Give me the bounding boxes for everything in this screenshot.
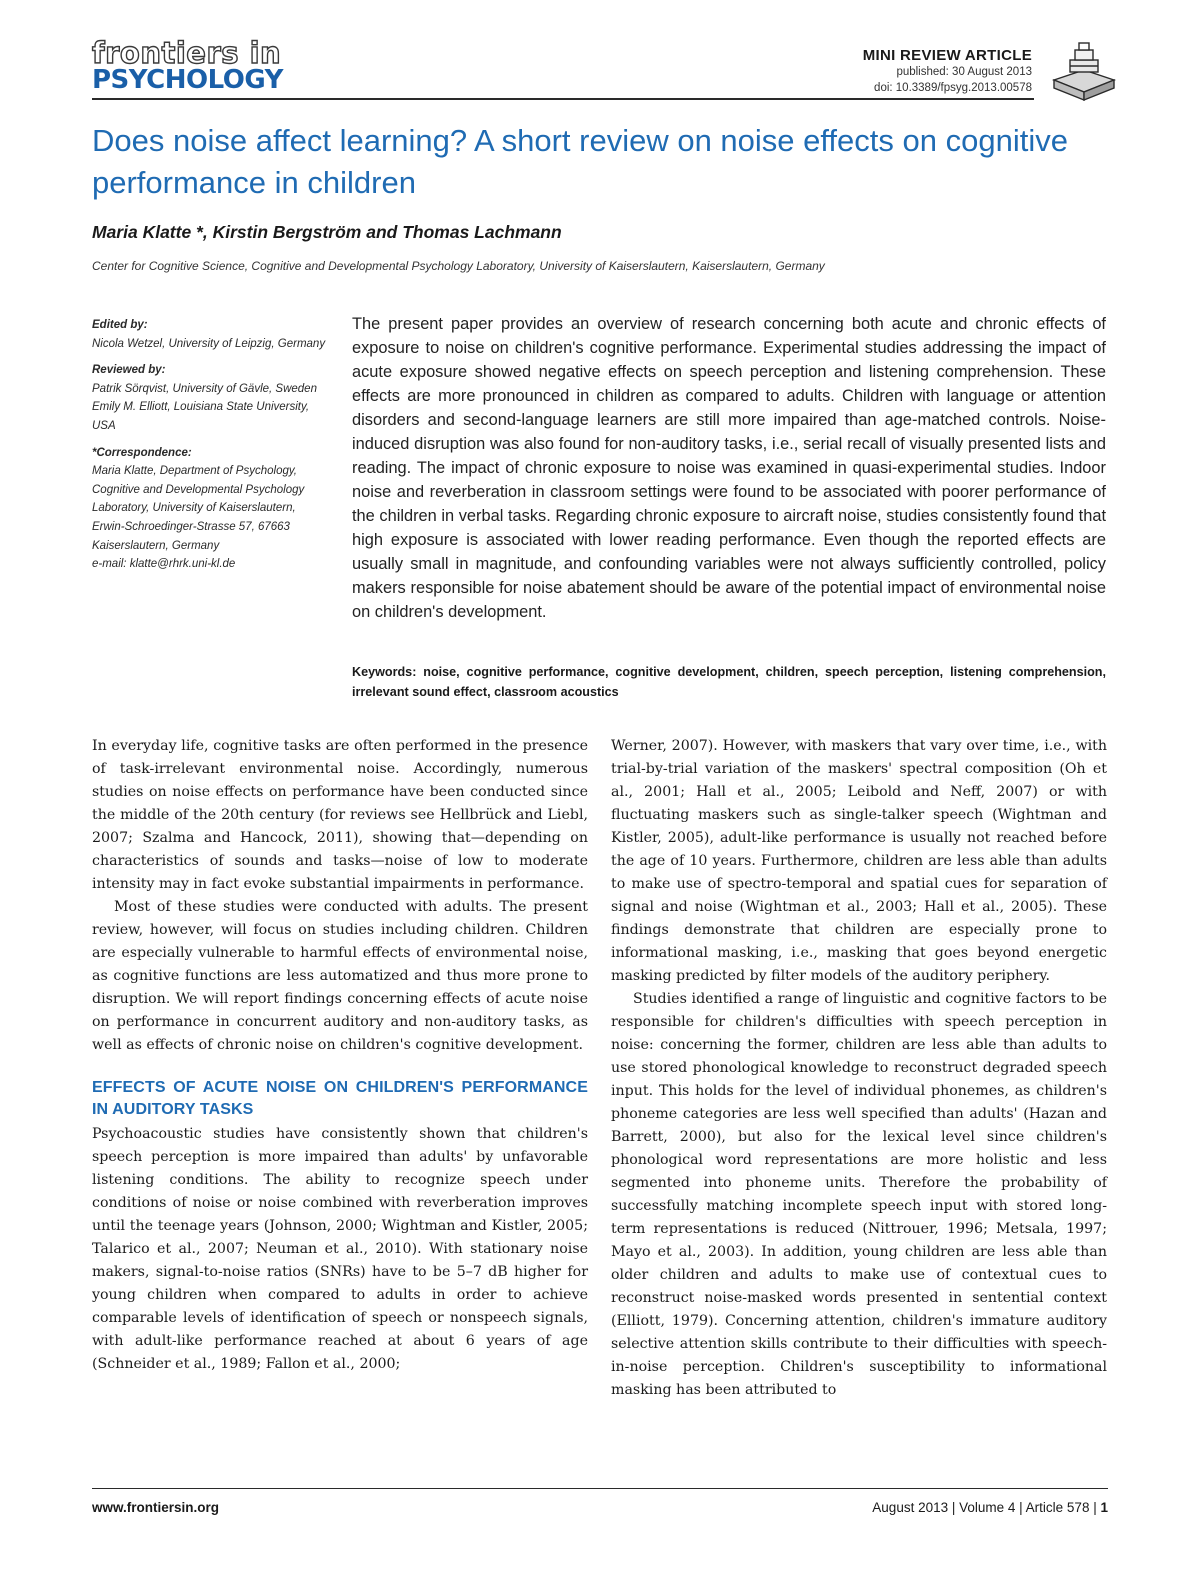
issue-info bbox=[872, 1500, 1108, 1515]
issue-citation: August 2013 | Volume 4 | Article 578 | bbox=[872, 1500, 1097, 1515]
article-type: MINI REVIEW ARTICLE bbox=[862, 47, 1032, 64]
edited-by-label: Edited by: bbox=[92, 319, 148, 331]
header-divider bbox=[92, 98, 1034, 100]
editorial-sidebar bbox=[92, 316, 327, 574]
page-number: 1 bbox=[1100, 1500, 1108, 1515]
body-paragraph: Studies identified a range of linguistic and cognitive factors to be responsible for children's difficulties with speech perception in noise: concerning the former, children are less able than adults to use stored phonological knowledge to reconstruct degraded speech input. This holds for the level of individual phonemes, as children's phoneme categories are less well specified than adults' (Hazan and Barrett, 2000), but also for the lexical level since children's phonological word representations are more holistic and less segmented into phoneme units. Therefore the probability of successfully matching incomplete speech input with stored long-term representations is reduced (Nittrouer, 1996; Metsala, 1997; Mayo et al., 2003). In addition, young children are less able than older children and adults to make use of contextual cues to reconstruct noise-masked words presented in sentential context (Elliott, 1979). Concerning attention, children's immature auditory selective attention skills contribute to their difficulties with speech-in-noise perception. Children's susceptibility to informational masking has been attributed to bbox=[611, 991, 1107, 1398]
reviewer: Emily M. Elliott, Louisiana State University, USA bbox=[92, 401, 310, 432]
section-heading: EFFECTS OF ACUTE NOISE ON CHILDREN'S PERFORMANCE IN AUDITORY TASKS bbox=[92, 1079, 588, 1118]
body-paragraph: Werner, 2007). However, with maskers that vary over time, i.e., with trial-by-trial variation of the maskers' spectral composition (Oh et al., 2001; Hall et al., 2005; Leibold and Neff, 2007) or with fluctuating maskers such as single-talker speech (Wightman and Kistler, 2005), adult-like performance is usually not reached before the age of 10 years. Furthermore, children are less able than adults to make use of spectro-temporal and spatial cues for separation of signal and noise (Wightman et al., 2003; Hall et al., 2005). These findings demonstrate that children are especially prone to informational masking, i.e., masking that goes beyond energetic masking predicted by filter models of the auditory periphery. bbox=[611, 738, 1107, 984]
journal-logo-line1: frontiers in bbox=[92, 36, 282, 70]
correspondence-address: Maria Klatte, Department of Psychology, Cognitive and Developmental Psychology Laboratory, University of Kaiserslautern, Erwin-Schroedinger-Strasse 57, 67663 Kaiserslautern, Germany bbox=[92, 465, 305, 552]
body-paragraph: In everyday life, cognitive tasks are often performed in the presence of task-irrelevant environmental noise. Accordingly, numerous studies on noise effects on performance have been conducted since the middle of the 20th century (for reviews see Hellbrück and Liebl, 2007; Szalma and Hancock, 2011), showing that—depending on characteristics of sounds and tasks—noise of low to moderate intensity may in fact evoke substantial impairments in performance. bbox=[92, 738, 588, 892]
keywords bbox=[352, 662, 1106, 702]
editor: Nicola Wetzel, University of Leipzig, Germany bbox=[92, 337, 326, 350]
correspondence-label: *Correspondence: bbox=[92, 446, 192, 459]
correspondence-email[interactable]: e-mail: klatte@rhrk.uni-kl.de bbox=[92, 558, 236, 571]
reviewer: Patrik Sörqvist, University of Gävle, Sweden bbox=[92, 382, 317, 395]
journal-logo-line2: PSYCHOLOGY bbox=[92, 65, 283, 95]
body-paragraph: Most of these studies were conducted with adults. The present review, however, will focus on studies including children. Children are especially vulnerable to harmful effects of environmental noise, as cognitive functions are less automatized and thus more prone to disruption. We will report findings concerning effects of acute noise on performance in concurrent auditory and non-auditory tasks, as well as effects of chronic noise on children's cognitive development. bbox=[92, 899, 588, 1053]
frontiers-emblem-icon bbox=[1048, 40, 1120, 102]
abstract: The present paper provides an overview of research concerning both acute and chronic effects of exposure to noise on children's cognitive performance. Experimental studies addressing the impact of acute exposure showed negative effects on speech perception and listening comprehension. These effects are more pronounced in children as compared to adults. Children with language or attention disorders and second-language learners are still more impaired than age-matched controls. Noise-induced disruption was also found for non-auditory tasks, i.e., serial recall of visually presented lists and reading. The impact of chronic exposure to noise was examined in quasi-experimental studies. Indoor noise and reverberation in classroom settings were found to be associated with poorer performance of the children in verbal tasks. Regarding chronic exposure to aircraft noise, studies consistently found that high exposure is associated with lower reading performance. Even though the reported effects are usually small in magnitude, and confounding variables were not always sufficiently controlled, policy makers responsible for noise abatement should be aware of the potential impact of environmental noise on children's development. bbox=[352, 315, 1106, 621]
doi[interactable]: doi: 10.3389/fpsyg.2013.00578 bbox=[874, 82, 1032, 94]
article-title: Does noise affect learning? A short review on noise effects on cognitive performance in children bbox=[92, 123, 1068, 200]
keywords-label: Keywords: bbox=[352, 665, 417, 679]
published-date: published: 30 August 2013 bbox=[896, 66, 1032, 78]
body-paragraph: Psychoacoustic studies have consistently shown that children's speech perception is more impaired than adults' by unfavorable listening conditions. The ability to recognize speech under conditions of noise or noise combined with reverberation improves until the teenage years (Johnson, 2000; Wightman and Kistler, 2005; Talarico et al., 2007; Neuman et al., 2010). With stationary noise makers, signal-to-noise ratios (SNRs) have to be 5–7 dB higher for young children when compared to adults in order to achieve comparable levels of identification of speech or nonspeech signals, with adult-like performance reached at about 6 years of age (Schneider et al., 1989; Fallon et al., 2000; bbox=[92, 1126, 588, 1372]
keywords-list: noise, cognitive performance, cognitive development, children, speech perception, listening comprehension, irrelevant sound effect, classroom acoustics bbox=[352, 665, 1107, 699]
author-list: Maria Klatte *, Kirstin Bergström and Thomas Lachmann bbox=[92, 222, 562, 242]
journal-website-link[interactable]: www.frontiersin.org bbox=[92, 1500, 220, 1515]
body-column-right bbox=[611, 735, 1107, 1402]
reviewed-by-label: Reviewed by: bbox=[92, 364, 166, 377]
footer-divider bbox=[92, 1488, 1108, 1489]
affiliation: Center for Cognitive Science, Cognitive and Developmental Psychology Laboratory, University of Kaiserslautern, Kaiserslautern, Germany bbox=[92, 259, 825, 273]
body-column-left bbox=[92, 735, 588, 1376]
